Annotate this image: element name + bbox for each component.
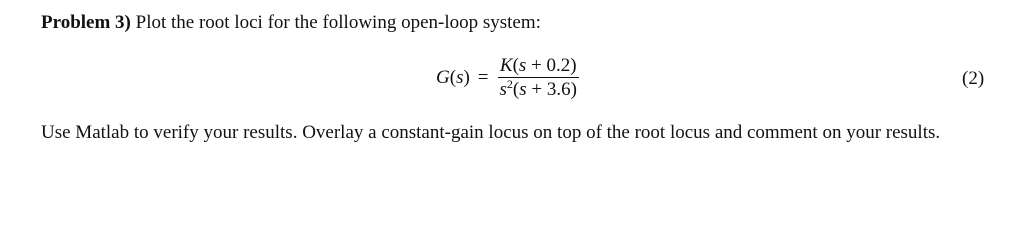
denominator-exponent: 2 bbox=[506, 77, 513, 91]
denominator-constant: 3.6 bbox=[546, 79, 571, 100]
numerator-variable: s bbox=[518, 55, 527, 76]
transfer-function-fraction bbox=[498, 55, 579, 101]
denominator-plus: + bbox=[531, 79, 543, 100]
fraction-denominator: $s^2(s + 3.6)$ bbox=[499, 77, 577, 100]
equation-lhs: G(s) bbox=[436, 67, 470, 88]
fraction-numerator: K(s + 0.2) bbox=[499, 55, 577, 76]
numerator-gain: K bbox=[499, 55, 513, 76]
problem-statement bbox=[41, 11, 541, 35]
lhs-function-name: G bbox=[436, 67, 450, 88]
denominator-inner-variable: s bbox=[519, 79, 527, 100]
problem-text: Plot the root loci for the following open-loop system: bbox=[135, 12, 541, 33]
equals-sign: = bbox=[477, 67, 489, 88]
equation-number: (2) bbox=[962, 68, 985, 89]
lhs-variable: s bbox=[456, 67, 464, 88]
problem-label: Problem 3) bbox=[41, 12, 131, 33]
transfer-function-equation bbox=[436, 52, 579, 104]
instructions-text: Use Matlab to verify your results. Overlay a constant-gain locus on top of the root locus and comment on your results. bbox=[41, 122, 941, 143]
numerator-constant: 0.2 bbox=[546, 55, 571, 76]
denominator-variable: s bbox=[499, 79, 507, 100]
numerator-plus: + bbox=[531, 55, 542, 76]
